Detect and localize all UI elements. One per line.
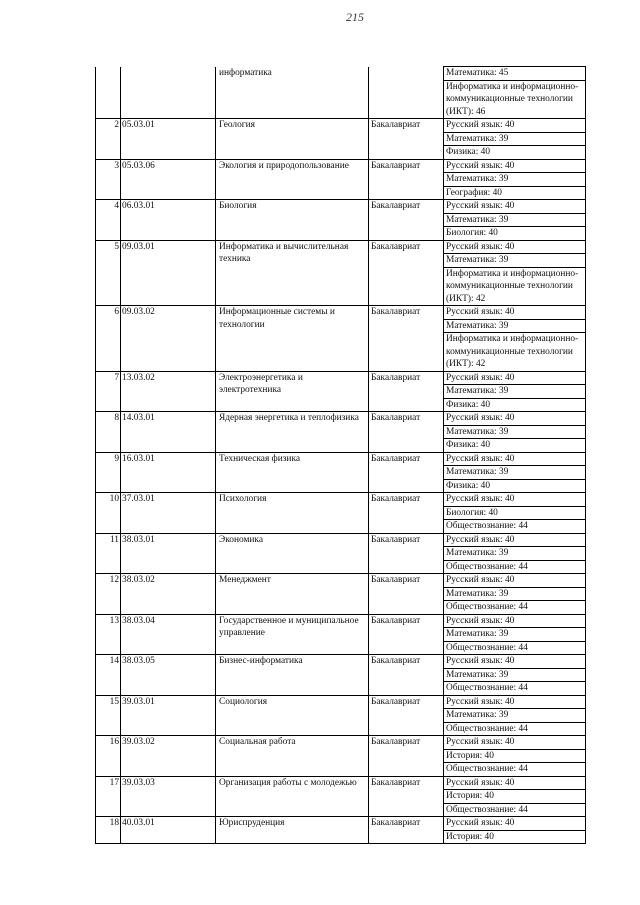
education-level: Бакалавриат xyxy=(369,817,444,844)
exam-requirement: Русский язык: 40 xyxy=(444,119,586,133)
table-row xyxy=(96,533,586,547)
table-row xyxy=(96,776,586,790)
admission-table xyxy=(95,66,586,844)
row-number: 7 xyxy=(96,371,121,412)
program-name: Биология xyxy=(216,200,369,241)
program-name: Менеджмент xyxy=(216,574,369,615)
table-row xyxy=(96,67,586,81)
exam-requirement: Математика: 39 xyxy=(444,547,586,561)
row-number xyxy=(96,67,121,119)
exam-requirement: Информатика и информационно-коммуникационные технологии (ИКТ): 42 xyxy=(444,267,586,306)
program-name: Социология xyxy=(216,695,369,736)
exam-requirement: Русский язык: 40 xyxy=(444,533,586,547)
exam-requirement: Математика: 39 xyxy=(444,425,586,439)
program-name: Бизнес-информатика xyxy=(216,655,369,696)
table-row xyxy=(96,695,586,709)
table-row xyxy=(96,817,586,831)
program-name: Ядерная энергетика и теплофизика xyxy=(216,412,369,453)
education-level: Бакалавриат xyxy=(369,655,444,696)
program-code: 16.03.01 xyxy=(121,452,216,493)
table-row xyxy=(96,240,586,254)
exam-requirement: Математика: 39 xyxy=(444,466,586,480)
table-row xyxy=(96,493,586,507)
row-number: 17 xyxy=(96,776,121,817)
table-row xyxy=(96,655,586,669)
exam-requirement: Обществознание: 44 xyxy=(444,601,586,615)
table-row xyxy=(96,574,586,588)
exam-requirement: Математика: 39 xyxy=(444,668,586,682)
education-level: Бакалавриат xyxy=(369,776,444,817)
exam-requirement: Физика: 40 xyxy=(444,479,586,493)
education-level: Бакалавриат xyxy=(369,306,444,372)
exam-requirement: История: 40 xyxy=(444,749,586,763)
exam-requirement: Обществознание: 44 xyxy=(444,682,586,696)
table-row xyxy=(96,119,586,133)
exam-requirement: Информатика и информационно-коммуникационные технологии (ИКТ): 42 xyxy=(444,333,586,372)
table-row xyxy=(96,736,586,750)
page-number: 215 xyxy=(346,10,364,24)
exam-requirement: Математика: 39 xyxy=(444,213,586,227)
exam-requirement: Физика: 40 xyxy=(444,146,586,160)
program-code: 38.03.05 xyxy=(121,655,216,696)
exam-requirement: Русский язык: 40 xyxy=(444,776,586,790)
table-row xyxy=(96,306,586,320)
exam-requirement: Русский язык: 40 xyxy=(444,200,586,214)
program-name: Информатика и вычислительная техника xyxy=(216,240,369,306)
exam-requirement: Физика: 40 xyxy=(444,398,586,412)
exam-requirement: Русский язык: 40 xyxy=(444,452,586,466)
exam-requirement: Русский язык: 40 xyxy=(444,695,586,709)
table-row xyxy=(96,452,586,466)
program-name: Электроэнергетика и электротехника xyxy=(216,371,369,412)
row-number: 13 xyxy=(96,614,121,655)
exam-requirement: Обществознание: 44 xyxy=(444,722,586,736)
education-level: Бакалавриат xyxy=(369,493,444,534)
education-level xyxy=(369,67,444,119)
education-level: Бакалавриат xyxy=(369,695,444,736)
program-code: 09.03.02 xyxy=(121,306,216,372)
exam-requirement: Русский язык: 40 xyxy=(444,574,586,588)
program-code: 13.03.02 xyxy=(121,371,216,412)
table-body xyxy=(96,67,586,844)
education-level: Бакалавриат xyxy=(369,371,444,412)
education-level: Бакалавриат xyxy=(369,119,444,160)
program-code: 37.03.01 xyxy=(121,493,216,534)
exam-requirement: Русский язык: 40 xyxy=(444,306,586,320)
program-name: Организация работы с молодежью xyxy=(216,776,369,817)
program-name: Социальная работа xyxy=(216,736,369,777)
exam-requirement: География: 40 xyxy=(444,186,586,200)
row-number: 2 xyxy=(96,119,121,160)
row-number: 10 xyxy=(96,493,121,534)
table-row xyxy=(96,412,586,426)
row-number: 8 xyxy=(96,412,121,453)
program-name: Геология xyxy=(216,119,369,160)
exam-requirement: Математика: 39 xyxy=(444,628,586,642)
program-name: Экономика xyxy=(216,533,369,574)
exam-requirement: Математика: 39 xyxy=(444,173,586,187)
exam-requirement: Математика: 39 xyxy=(444,709,586,723)
education-level: Бакалавриат xyxy=(369,200,444,241)
exam-requirement: Русский язык: 40 xyxy=(444,655,586,669)
row-number: 9 xyxy=(96,452,121,493)
program-name: Экология и природопользование xyxy=(216,159,369,200)
program-code: 06.03.01 xyxy=(121,200,216,241)
program-code: 05.03.01 xyxy=(121,119,216,160)
exam-requirement: История: 40 xyxy=(444,830,586,844)
program-code: 38.03.04 xyxy=(121,614,216,655)
program-code: 40.03.01 xyxy=(121,817,216,844)
education-level: Бакалавриат xyxy=(369,240,444,306)
education-level: Бакалавриат xyxy=(369,452,444,493)
exam-requirement: Математика: 39 xyxy=(444,587,586,601)
exam-requirement: Физика: 40 xyxy=(444,439,586,453)
exam-requirement: Русский язык: 40 xyxy=(444,614,586,628)
program-code xyxy=(121,67,216,119)
program-code: 38.03.01 xyxy=(121,533,216,574)
table-row xyxy=(96,371,586,385)
exam-requirement: Русский язык: 40 xyxy=(444,817,586,831)
row-number: 12 xyxy=(96,574,121,615)
program-code: 05.03.06 xyxy=(121,159,216,200)
row-number: 5 xyxy=(96,240,121,306)
exam-requirement: Математика: 45 xyxy=(444,67,586,81)
exam-requirement: Биология: 40 xyxy=(444,227,586,241)
program-code: 39.03.01 xyxy=(121,695,216,736)
education-level: Бакалавриат xyxy=(369,614,444,655)
program-code: 09.03.01 xyxy=(121,240,216,306)
education-level: Бакалавриат xyxy=(369,412,444,453)
table-row xyxy=(96,614,586,628)
education-level: Бакалавриат xyxy=(369,736,444,777)
exam-requirement: Обществознание: 44 xyxy=(444,641,586,655)
program-name: информатика xyxy=(216,67,369,119)
exam-requirement: Биология: 40 xyxy=(444,506,586,520)
row-number: 4 xyxy=(96,200,121,241)
row-number: 15 xyxy=(96,695,121,736)
table-row xyxy=(96,200,586,214)
exam-requirement: Обществознание: 44 xyxy=(444,560,586,574)
exam-requirement: История: 40 xyxy=(444,790,586,804)
exam-requirement: Обществознание: 44 xyxy=(444,803,586,817)
exam-requirement: Обществознание: 44 xyxy=(444,520,586,534)
exam-requirement: Русский язык: 40 xyxy=(444,159,586,173)
row-number: 18 xyxy=(96,817,121,844)
program-code: 39.03.03 xyxy=(121,776,216,817)
exam-requirement: Русский язык: 40 xyxy=(444,493,586,507)
education-level: Бакалавриат xyxy=(369,159,444,200)
table-row xyxy=(96,159,586,173)
row-number: 16 xyxy=(96,736,121,777)
education-level: Бакалавриат xyxy=(369,574,444,615)
exam-requirement: Математика: 39 xyxy=(444,254,586,268)
program-code: 39.03.02 xyxy=(121,736,216,777)
exam-requirement: Русский язык: 40 xyxy=(444,240,586,254)
exam-requirement: Математика: 39 xyxy=(444,132,586,146)
exam-requirement: Математика: 39 xyxy=(444,319,586,333)
exam-requirement: Обществознание: 44 xyxy=(444,763,586,777)
exam-requirement: Русский язык: 40 xyxy=(444,736,586,750)
row-number: 11 xyxy=(96,533,121,574)
education-level: Бакалавриат xyxy=(369,533,444,574)
program-code: 14.03.01 xyxy=(121,412,216,453)
program-name: Государственное и муниципальное управление xyxy=(216,614,369,655)
row-number: 3 xyxy=(96,159,121,200)
exam-requirement: Русский язык: 40 xyxy=(444,371,586,385)
program-name: Психология xyxy=(216,493,369,534)
program-code: 38.03.02 xyxy=(121,574,216,615)
row-number: 6 xyxy=(96,306,121,372)
exam-requirement: Математика: 39 xyxy=(444,385,586,399)
program-name: Техническая физика xyxy=(216,452,369,493)
exam-requirement: Информатика и информационно-коммуникационные технологии (ИКТ): 46 xyxy=(444,80,586,119)
exam-requirement: Русский язык: 40 xyxy=(444,412,586,426)
program-name: Юриспруденция xyxy=(216,817,369,844)
program-name: Информационные системы и технологии xyxy=(216,306,369,372)
row-number: 14 xyxy=(96,655,121,696)
